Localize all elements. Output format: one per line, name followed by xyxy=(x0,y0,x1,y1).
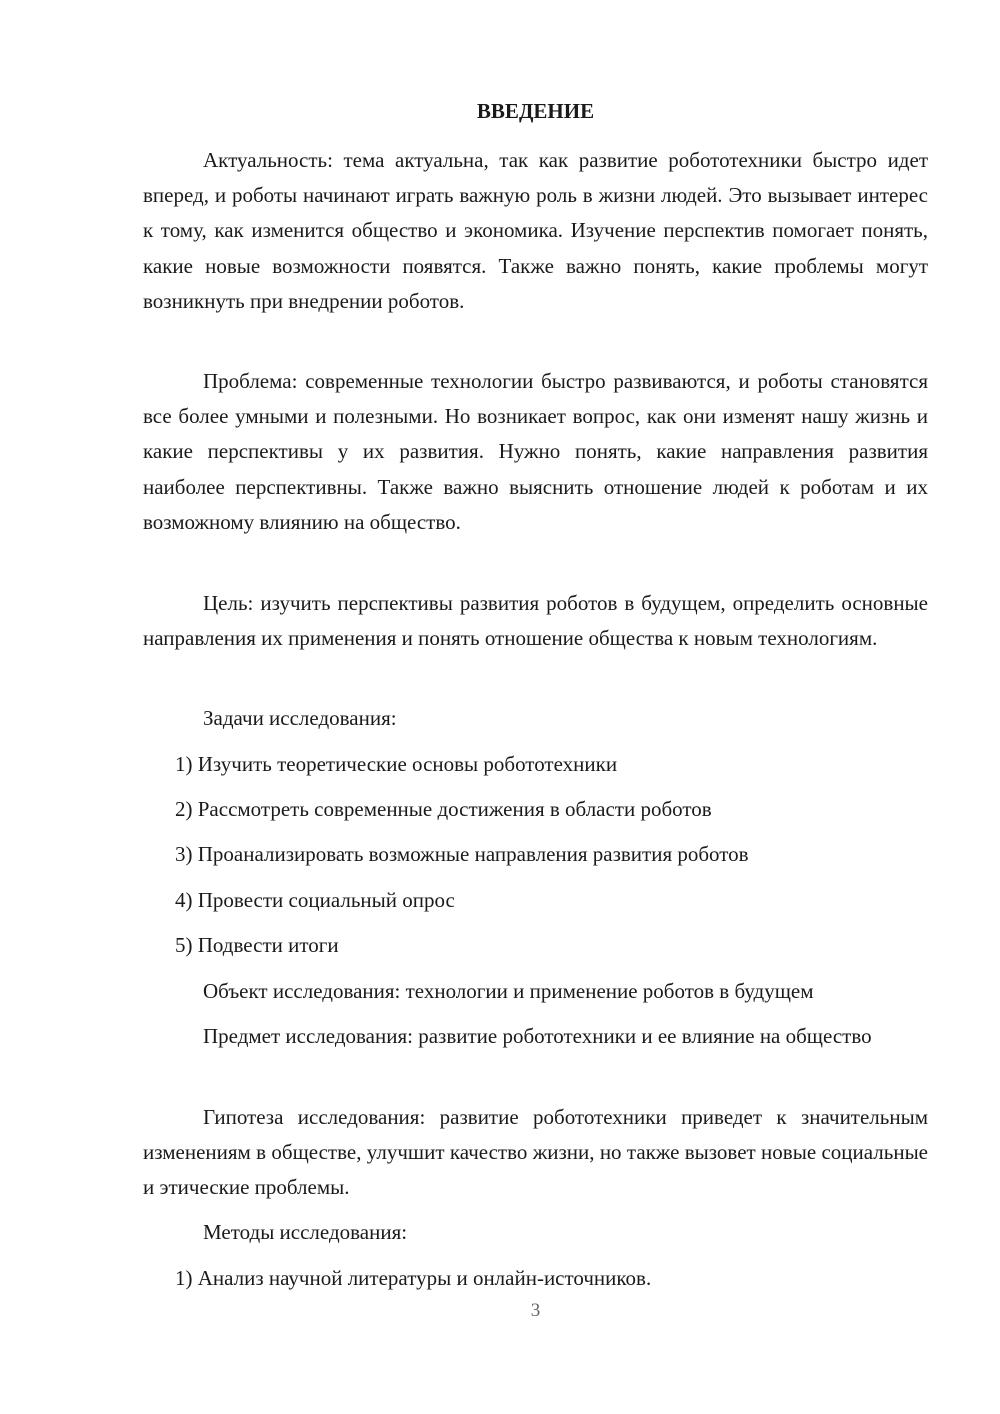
paragraph-subject: Предмет исследования: развитие робототехники и ее влияние на общество xyxy=(203,1024,872,1048)
paragraph-hypothesis: Гипотеза исследования: развитие робототехники приведет к значительным изменениям в обществе, улучшит качество жизни, но также вызовет новые социальные и этические проблемы. xyxy=(143,1105,928,1200)
task-item-1: 1) Изучить теоретические основы робототехники xyxy=(175,752,618,776)
task-item-5: 5) Подвести итоги xyxy=(175,933,339,957)
methods-heading: Методы исследования: xyxy=(203,1220,408,1244)
task-item-4: 4) Провести социальный опрос xyxy=(175,888,455,912)
paragraph-goal: Цель: изучить перспективы развития роботов в будущем, определить основные направления их применения и понять отношение общества к новым технологиям. xyxy=(143,591,928,651)
method-item-1: 1) Анализ научной литературы и онлайн-источников. xyxy=(175,1266,652,1290)
task-item-3: 3) Проанализировать возможные направления развития роботов xyxy=(175,842,749,866)
page-number: 3 xyxy=(530,1300,541,1321)
tasks-heading: Задачи исследования: xyxy=(203,706,397,730)
paragraph-relevance: Актуальность: тема актуальна, так как развитие робототехники быстро идет вперед, и роботы начинают играть важную роль в жизни людей. Это вызывает интерес к тому, как изменится общество и экономика. Изучение перспектив помогает понять, какие новые возможности появятся. Также важно понять, какие проблемы могут возникнуть при внедрении роботов. xyxy=(143,148,928,313)
section-title: ВВЕДЕНИЕ xyxy=(476,99,595,123)
task-item-2: 2) Рассмотреть современные достижения в области роботов xyxy=(175,797,712,821)
paragraph-object: Объект исследования: технологии и применение роботов в будущем xyxy=(203,979,814,1003)
paragraph-problem: Проблема: современные технологии быстро развиваются, и роботы становятся все более умными и полезными. Но возникает вопрос, как они изменят нашу жизнь и какие перспективы у их развития. Нужно понять, какие направления развития наиболее перспективны. Также важно выяснить отношение людей к роботам и их возможному влиянию на общество. xyxy=(143,369,928,534)
